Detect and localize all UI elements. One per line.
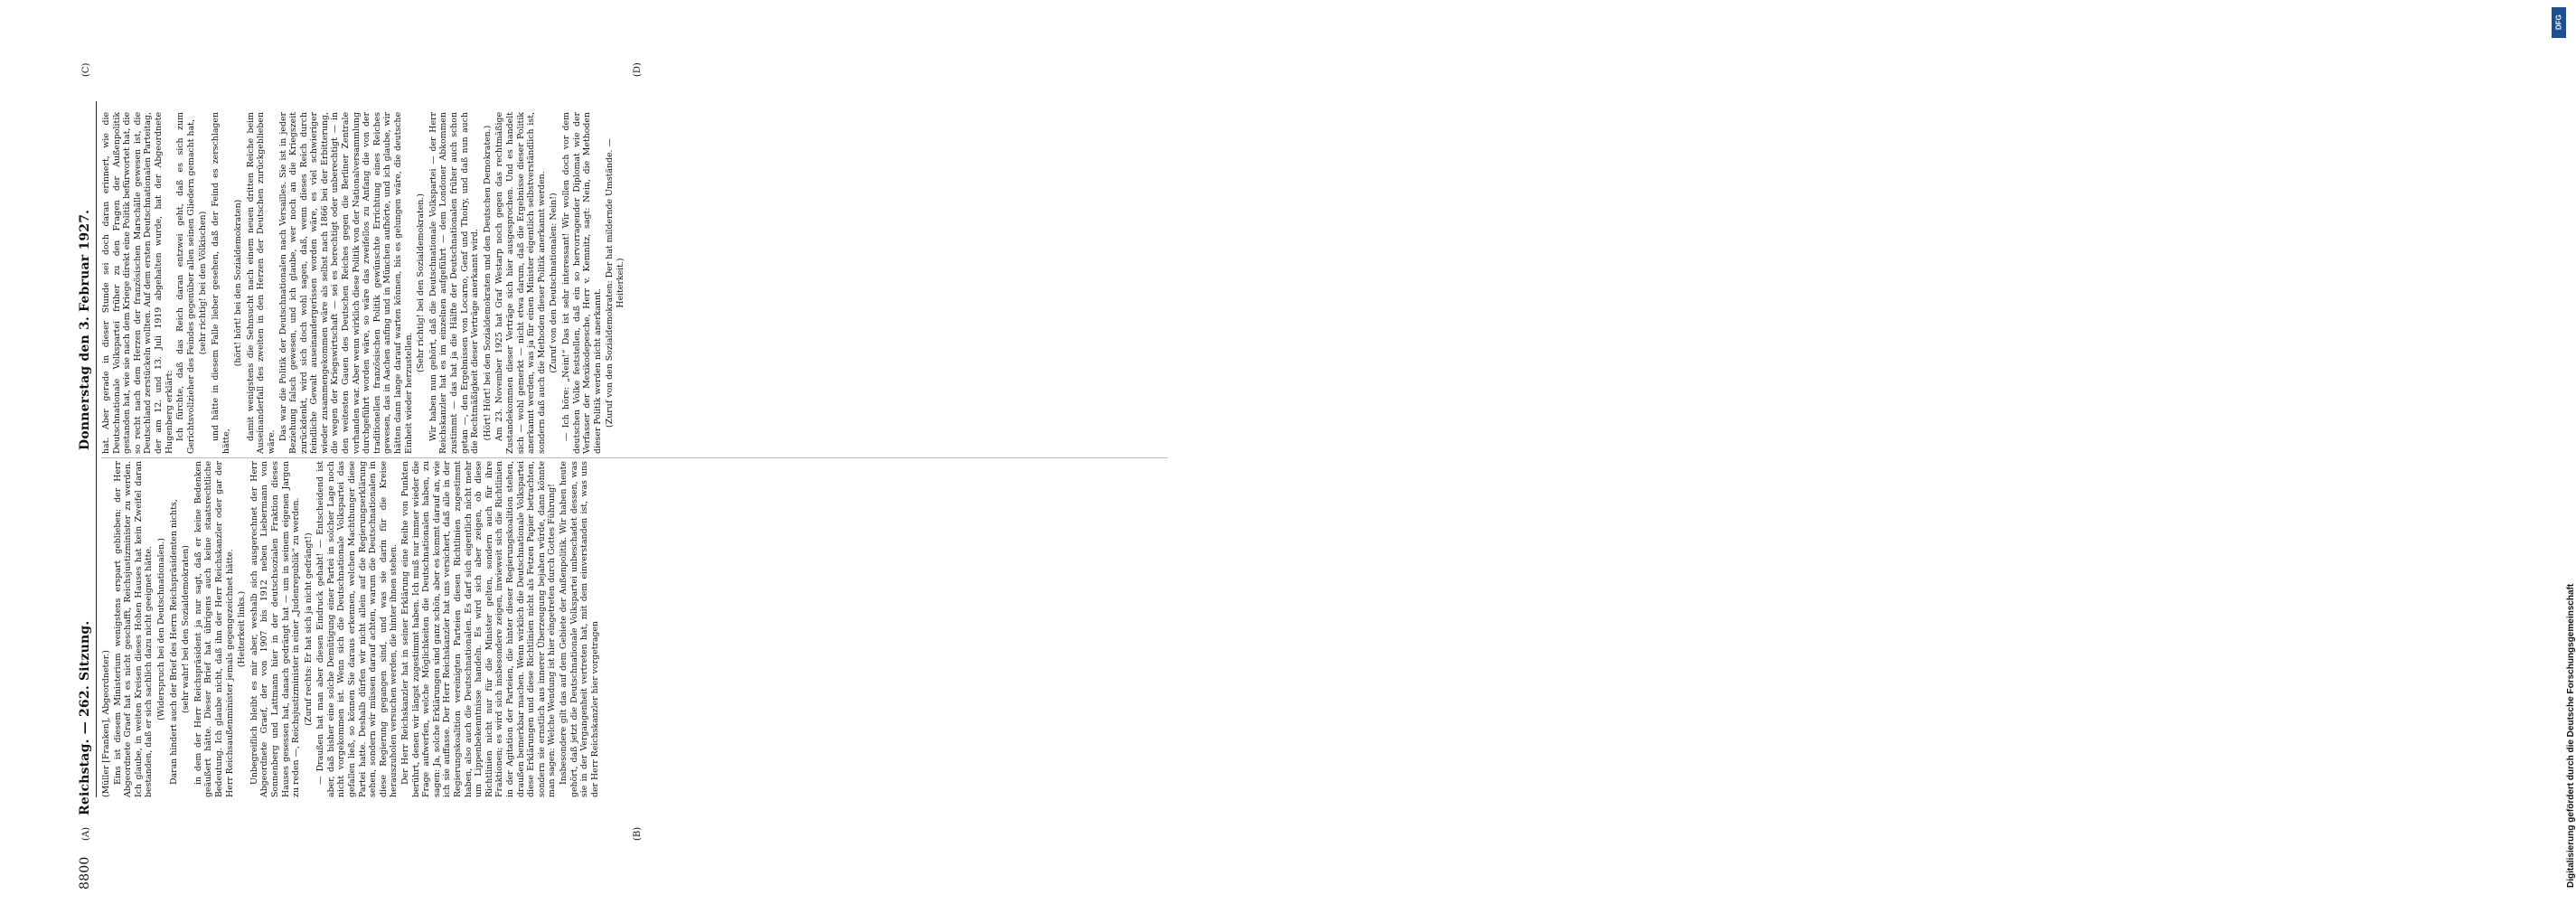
interjection: (Zuruf von den Deutschnationalen: Nein!) xyxy=(549,193,559,373)
page-number: 8800 xyxy=(78,856,92,890)
paragraph: damit wenigstens die Sehnsucht nach einem neuen dritten Reiche beim Auseinanderfall des zweiten in den Herzen der Deutschen zurückgeblieben wäre. xyxy=(245,112,277,454)
paragraph: Unbegreiflich bleibt es mir aber, weshalb sich ausgerechnet der Herr Abgeordnete Graef, der von 1907 bis 1912 neben Liebermann von Sonnenberg und Lattmann hier in der deutschsozialen Fraktion dieses Hauses gesessen hat, danach gedrängt hat — um in seinem eigenen Jargon zu reden —, Reichsjustizminister in einer „Judenrepublik“ zu werden. xyxy=(249,461,302,797)
interjection: (sehr wahr! bei den Sozialdemokraten) xyxy=(181,545,192,713)
interjection: (Hört! Hört! bei den Sozialdemokraten und den Deutschen Demokraten.) xyxy=(482,125,493,441)
paragraph: — Ich höre: „Nein!“ Das ist sehr interessant! Wir wollen doch vor dem deutschen Volke feststellen, daß ein so hervorragender Diplomat wie der Verfasser der Mexikodepesche, Herr v. Kemnitz, sagt: Nein, die Methoden dieser Politik werden nicht anerkannt. xyxy=(560,112,603,454)
credit-text: Digitalisierung gefördert durch die Deutsche Forschungsgemeinschaft xyxy=(2566,583,2576,888)
paragraph: (Müller [Franken], Abgeordneter.) xyxy=(101,650,111,797)
session-date: Donnerstag den 3. Februar 1927. xyxy=(78,209,92,450)
column-divider xyxy=(101,457,1168,458)
margin-letter-d: (D) xyxy=(633,62,643,77)
paragraph: Wir haben nun gehört, daß die Deutschnationale Volkspartei — der Herr Reichskanzler hat es im einzelnen aufgeführt — dem Londoner Abkommen zustimmt — das hat ja die Hälfte der Deutschnationalen früher auch schon getan —, den Ergebnissen von Locarno, Genf und Thoiry, und daß nun auch die Rechtmäßigkeit dieser Verträge anerkannt wird. xyxy=(428,112,481,454)
paragraph: Insbesondere gilt das auf dem Gebiete der Außenpolitik. Wir haben heute gehört, daß jetzt die Deutschnationale Volkspartei unbeschadet dessen, was sie in der Vergangenheit vertreten hat, mit dem einverstanden ist, was uns der Herr Reichskanzler hier vorgetragen xyxy=(558,461,600,797)
interjection: (hört! hört! bei den Sozialdemokraten) xyxy=(233,199,244,367)
paragraph: Daran hindert auch der Brief des Herrn Reichspräsidenten nichts, xyxy=(168,499,179,785)
interjection: (Zuruf rechts: Er hat sich ja nicht gedrängt!) xyxy=(303,532,314,726)
interjection: (sehr richtig! bei den Völkischen) xyxy=(198,211,209,355)
margin-letter-a: (A) xyxy=(81,826,91,841)
paragraph: — Draußen hat man aber diesen Eindruck gehabt! — Entscheidend ist aber, daß bisher eine solche Demütigung einer Partei in solcher Lage noch nicht vorgekommen ist. Wenn sich die Deutschnationale Volkspartei das gefallen ließ, so können Sie daraus erkennen, welchen Machthunger diese Partei hatte. Deshalb dürfen wir nicht allein auf die Regierungserklärung sehen, sondern wir müssen darauf achten, warum die Deutschnationalen in diese Regierung gegangen sind, und was sie darin für die Kreise herauszuholen versuchen werden, die hinter ihnen stehen. xyxy=(315,461,400,797)
interjection: (Heiterkeit links.) xyxy=(237,590,248,668)
interjection: (Widerspruch bei den Deutschnationalen.) xyxy=(155,538,166,720)
header-rule xyxy=(96,101,97,797)
paragraph: Eins ist diesem Ministerium wenigstens erspart geblieben: der Herr Abgeordnete Graef hat es nicht geschafft, Reichsjustizminister zu werden. Ich glaube, in weiten Kreisen dieses Hohen Hauses hat kein Zweifel daran bestanden, daß er sich sachlich dazu nicht geeignet hätte. xyxy=(112,461,155,797)
margin-letter-c: (C) xyxy=(81,62,91,77)
page-header xyxy=(78,0,94,897)
paragraph: Das war die Politik der Deutschnationalen nach Versailles. Sie ist in jeder Beziehung falsch gewesen, und ich glaube, wer noch an die Kriegszeit zurückdenkt, wird sich doch wohl sagen, daß, wenn dieses Reich durch feindliche Gewalt auseinandergerissen worden wäre, es viel schwieriger wieder zusammengekommen wäre als selbst nach 1866 bei der Erbitterung, die wegen der Kriegswirtschaft — sei es berechtigt oder unberechtigt — in den weitesten Gauen des Deutschen Reiches gegen die Berliner Zentrale vorhanden war. Aber wenn wirklich diese Politik von der Nationalversammlung durchgeführt worden wäre, so wäre das zweifellos zu Anfang die von der traditionellen französischen Politik gewünschte Errichtung eines Reiches gewesen, das in Aachen anfing und in München aufhörte, und ich glaube, wir hätten dann lange darauf warten können, bis es gelungen wäre, die deutsche Einheit wieder herzustellen. xyxy=(277,112,414,454)
paragraph: hat. Aber gerade in dieser Stunde sei doch daran erinnert, wie die Deutschnationale Volkspartei früher zu den Fragen der Außenpolitik gestanden hat, wie sie nach dem Kriege direkt eine Politik befürwortet hat, die so recht nach dem Herzen der französischen Marschälle gewesen ist, die Deutschland zerstückeln wollten. Auf dem ersten Deutschnationalen Parteitag, der am 12. und 13. Juli 1919 abgehalten wurde, hat der Abgeordnete Hugenberg erklärt: xyxy=(101,112,174,454)
interjection: (Sehr richtig! bei den Sozialdemokraten.) xyxy=(416,193,427,372)
interjection: (Zuruf von den Sozialdemokraten: Der hat mildernde Umstände. — Heiterkeit.) xyxy=(605,138,625,428)
paragraph: Ich fürchte, daß das Reich daran entzwei geht, daß es sich zum Gerichtsvollzieher des Feindes gegenüber allen seinen Gliedern gemacht hat, xyxy=(175,112,196,454)
right-column xyxy=(101,112,1168,454)
left-column xyxy=(101,461,1168,797)
dfg-logo: DFG xyxy=(2552,7,2566,38)
paragraph: in dem der Herr Reichspräsident ja nur sagt, daß er keine Bedenken geäußert hätte. Dieser Brief hat übrigens auch keine staatsrechtliche Bedeutung. Ich glaube nicht, daß ihn der Herr Reichskanzler oder gar der Herr Reichsaußenminister jemals gegengezeichnet hätte. xyxy=(193,461,235,797)
margin-letter-b: (B) xyxy=(633,826,643,841)
digitization-credit xyxy=(1274,0,2576,904)
session-title: Reichstag. — 262. Sitzung. xyxy=(78,620,92,815)
paragraph: Am 23. November 1925 hat Graf Westarp noch gegen das rechtmäßige Zustandekommen dieser Verträge sich hier ausgesprochen. Und es handelt sich — wohl gemerkt — nicht etwa darum, daß die Ergebnisse dieser Politik anerkannt werden, was ja für einen Minister eigentlich selbstverständlich ist, sondern daß auch die Methoden dieser Politik anerkannt werden. xyxy=(494,112,547,454)
paragraph: und hätte in diesem Falle lieber gesehen, daß der Feind es zerschlagen hätte, xyxy=(210,112,231,454)
paragraph: Der Herr Reichskanzler hat in seiner Erklärung eine Reihe von Punkten berührt, denen wir längst zugestimmt haben. Ich muß nur immer wieder die Frage aufwerfen, welche Möglichkeiten die Deutschnationalen haben, zu sagen: Ja, solche Erklärungen sind ganz schön, aber es kommt darauf an, wie ich sie auffasse. Der Herr Reichskanzler hat uns versichert, daß alle in der Regierungskoalition vereinigten Parteien diesen Richtlinien zugestimmt haben, also auch die Deutschnationalen. Es darf sich eigentlich nicht mehr um Lippenbekenntnisse handeln. Es wird sich aber zeigen, ob diese Richtlinien nicht nur für die Minister gelten, sondern auch für ihre Fraktionen; es wird sich insbesondere zeigen, inwieweit sich die Richtlinien in der Agitation der Parteien, die hinter dieser Regierungskoalition stehen, draußen bemerkbar machen. Wenn wirklich die Deutschnationale Volkspartei diese Erklärungen und diese Richtlinien nicht als Fetzen Papier betrachten, sondern sie ernstlich aus innerer Überzeugung bejahen würde, dann könnte man sagen: Welche Wendung ist hier eingetreten durch Gottes Führung! xyxy=(400,461,558,797)
